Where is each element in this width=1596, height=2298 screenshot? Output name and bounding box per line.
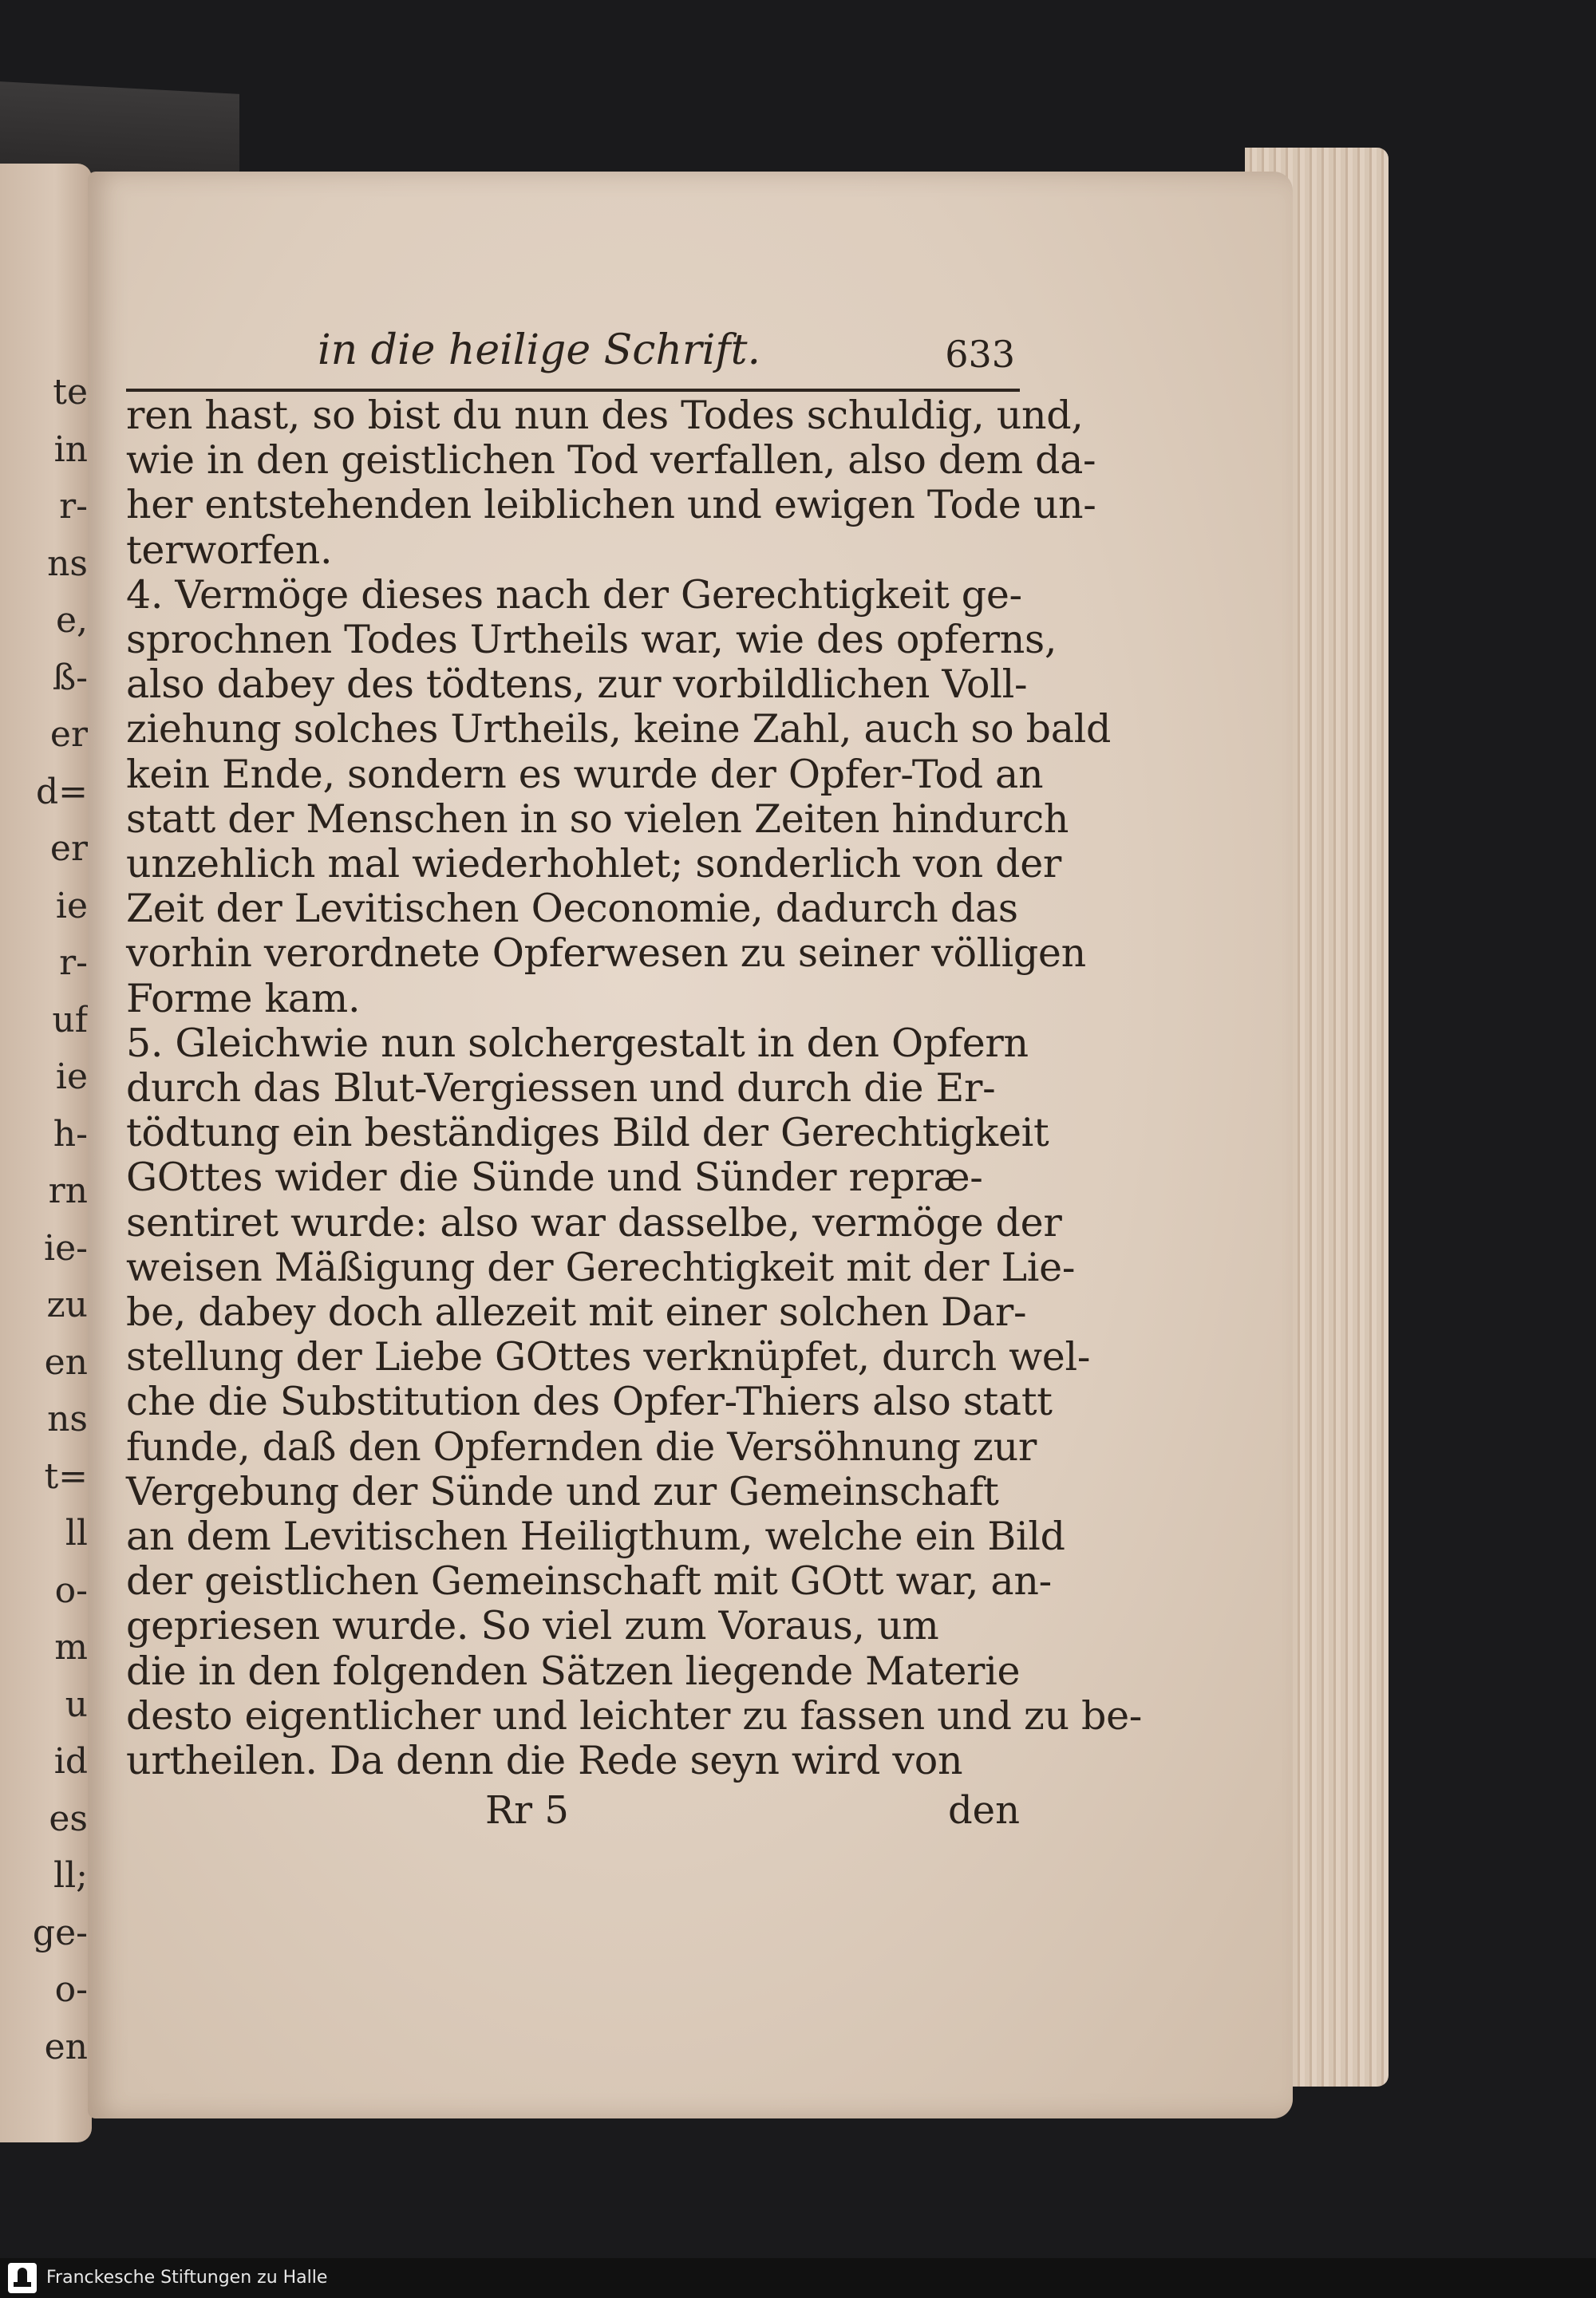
attribution-bar xyxy=(0,2258,1596,2298)
left-page-fragment: r- xyxy=(59,486,88,527)
left-page-fragment: r- xyxy=(59,942,88,983)
text-line: durch das Blut-Vergiessen und durch die Er- xyxy=(126,1065,996,1111)
left-page-fragment: en xyxy=(44,2026,88,2067)
left-page-fragment: ie- xyxy=(44,1227,88,1269)
left-page-fragment: t= xyxy=(44,1455,88,1497)
running-title: in die heilige Schrift. xyxy=(318,326,761,374)
signature-mark: Rr 5 xyxy=(485,1788,569,1834)
text-line: ziehung solches Urtheils, keine Zahl, auch so bald xyxy=(126,706,1112,752)
left-page-fragment: te xyxy=(53,372,88,413)
text-line: an dem Levitischen Heiligthum, welche ein Bild xyxy=(126,1514,1065,1560)
text-line: che die Substitution des Opfer-Thiers also statt xyxy=(126,1379,1053,1425)
text-line: kein Ende, sondern es wurde der Opfer-Tod an xyxy=(126,751,1044,797)
text-line: 5. Gleichwie nun solchergestalt in den Opfern xyxy=(126,1020,1029,1066)
text-line: sprochnen Todes Urtheils war, wie des opferns, xyxy=(126,617,1057,663)
text-line: urtheilen. Da denn die Rede seyn wird von xyxy=(126,1738,963,1784)
left-page-fragment: id xyxy=(53,1741,88,1782)
left-page-fragment: e, xyxy=(55,600,88,641)
page-header xyxy=(126,315,1020,392)
left-page-fragment: rn xyxy=(48,1171,88,1211)
text-line: terworfen. xyxy=(126,527,333,573)
left-page-fragment: in xyxy=(53,428,88,470)
text-line: unzehlich mal wiederhohlet; sonderlich von der xyxy=(126,841,1062,887)
text-line: ren hast, so bist du nun des Todes schuldig, und, xyxy=(126,393,1084,438)
text-line: statt der Menschen in so vielen Zeiten hindurch xyxy=(126,796,1069,842)
left-page-fragment: er xyxy=(49,828,88,869)
left-page-fragment: u xyxy=(65,1684,88,1725)
body-text xyxy=(126,393,1143,1784)
text-line: funde, daß den Opfernden die Versöhnung zur xyxy=(126,1423,1037,1470)
credit-text: Franckesche Stiftungen zu Halle xyxy=(46,2268,328,2288)
left-page-fragment: ns xyxy=(47,543,88,584)
book-page xyxy=(88,172,1293,2118)
left-page-fragment: h- xyxy=(53,1113,88,1155)
left-page-fragment: ns xyxy=(47,1399,88,1439)
left-page-fragment: ie xyxy=(55,1056,88,1097)
left-page-fragment: m xyxy=(54,1627,88,1668)
text-line: be, dabey doch allezeit mit einer solchen Dar- xyxy=(126,1289,1027,1336)
text-line: GOttes wider die Sünde und Sünder repræ- xyxy=(126,1155,983,1201)
left-facing-page xyxy=(0,164,92,2142)
left-page-fragment: ll; xyxy=(53,1855,88,1896)
left-page-fragment: es xyxy=(49,1798,88,1839)
left-page-fragment: ie xyxy=(55,885,88,926)
text-line: also dabey des tödtens, zur vorbildlichen Voll- xyxy=(126,661,1028,708)
left-page-fragment: er xyxy=(49,714,88,755)
page-footer xyxy=(126,1783,1020,1834)
left-page-fragment: zu xyxy=(46,1285,88,1325)
text-line: her entstehenden leiblichen und ewigen Tode un- xyxy=(126,482,1096,528)
left-page-fragment: ll xyxy=(65,1513,88,1554)
text-line: tödtung ein beständiges Bild der Gerechtigkeit xyxy=(126,1110,1049,1156)
text-line: gepriesen wurde. So viel zum Voraus, um xyxy=(126,1603,939,1649)
left-page-fragment: en xyxy=(44,1341,88,1383)
left-page-fragment: uf xyxy=(52,999,88,1040)
page-number: 633 xyxy=(945,333,1015,376)
catchword: den xyxy=(947,1788,1020,1834)
text-line: weisen Mäßigung der Gerechtigkeit mit der Lie- xyxy=(126,1244,1076,1290)
page-content xyxy=(126,315,1143,1834)
left-page-fragment: o- xyxy=(54,1570,88,1611)
text-line: Vergebung der Sünde und zur Gemeinschaft xyxy=(126,1468,999,1514)
institution-logo-icon xyxy=(8,2263,37,2293)
text-line: desto eigentlicher und leichter zu fassen und zu be- xyxy=(126,1692,1143,1739)
left-page-fragment: o- xyxy=(54,1969,88,2010)
left-page-fragment: d= xyxy=(35,771,88,812)
text-line: die in den folgenden Sätzen liegende Materie xyxy=(126,1648,1021,1694)
text-line: stellung der Liebe GOttes verknüpfet, durch wel- xyxy=(126,1334,1091,1380)
text-line: Forme kam. xyxy=(126,975,361,1021)
text-line: der geistlichen Gemeinschaft mit GOtt war, an- xyxy=(126,1558,1052,1605)
text-line: vorhin verordnete Opferwesen zu seiner völligen xyxy=(126,930,1086,977)
text-line: wie in den geistlichen Tod verfallen, also dem da- xyxy=(126,437,1096,484)
left-page-fragment: ge- xyxy=(32,1912,88,1953)
left-page-fragment: ß- xyxy=(52,657,88,698)
text-line: Zeit der Levitischen Oeconomie, dadurch das xyxy=(126,886,1018,932)
text-line: sentiret wurde: also war dasselbe, vermöge der xyxy=(126,1199,1062,1246)
text-line: 4. Vermöge dieses nach der Gerechtigkeit ge- xyxy=(126,571,1022,618)
